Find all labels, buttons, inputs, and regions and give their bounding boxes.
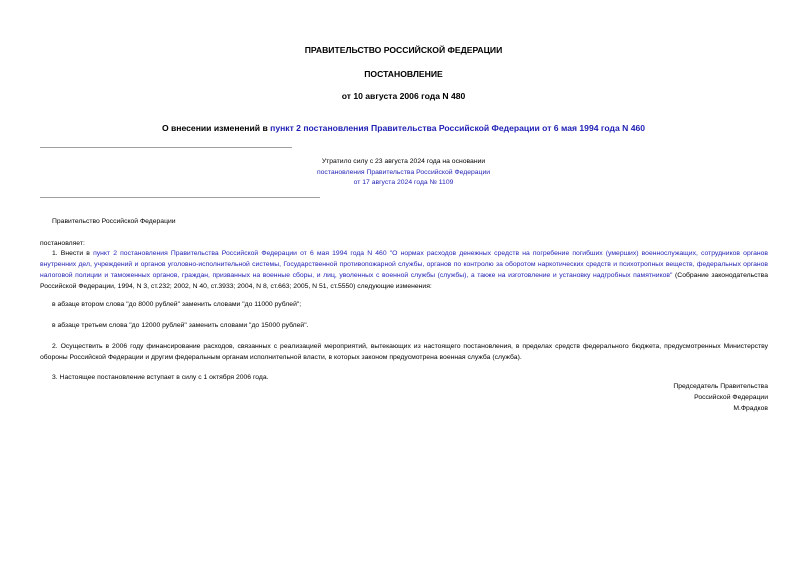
paragraph-1 <box>40 248 768 292</box>
title-prefix: О внесении изменений в <box>161 123 271 133</box>
title-link[interactable]: пункт 2 постановления Правительства Российской Федерации от 6 мая 1994 года N 460 <box>270 123 646 133</box>
signature-line-3: М.Фрадков <box>733 405 768 412</box>
document-type: ПОСТАНОВЛЕНИЕ <box>364 69 443 79</box>
paragraph-1b: в абзаце третьем слова "до 12000 рублей" заменить словами "до 15000 рублей". <box>52 322 309 329</box>
bottom-divider <box>40 197 320 198</box>
status-line-1: Утратило силу с 23 августа 2024 года на основании <box>321 158 486 165</box>
p1-link[interactable]: пункт 2 постановления Правительства Российской Федерации от 6 мая 1994 года N 460 "О нормах расходов денежных средств на погребение погибших (умерших) военнослужащих, сотрудников органов внутренних дел, учреждений и органов уголовно-исполнительной системы, Государственной противопожарной службы, органов по контролю за оборотом наркотических средств и психотропных веществ, федеральных органов налоговой полиции и таможенных органов, граждан, призванных на военные сборы, и лиц, уволенных с военной службы (службы), а также на изготовление и установку надгробных памятников" <box>40 250 768 279</box>
document-date-number: от 10 августа 2006 года N 480 <box>341 91 466 101</box>
signature-block <box>673 381 768 414</box>
government-text: Правительство Российской Федерации <box>52 218 176 225</box>
p1-prefix: 1. Внести в <box>52 250 94 257</box>
status-link-1[interactable]: постановления Правительства Российской Федерации <box>316 168 491 176</box>
decrees-text: постановляет: <box>40 240 85 247</box>
signature-line-1: Председатель Правительства <box>673 383 768 390</box>
signature-line-2: Российской Федерации <box>694 394 768 401</box>
top-divider <box>40 147 292 148</box>
paragraph-1a: в абзаце втором слова "до 8000 рублей" заменить словами "до 11000 рублей"; <box>52 301 302 308</box>
p1-suffix: (Собрание законодательства Российской Федерации, 1994, N 3, ст.232; 2002, N 40, ст.3933; 2004, N 8, ст.663; 2005, N 51, ст.5550) следующие изменения: <box>40 272 768 290</box>
government-heading: ПРАВИТЕЛЬСТВО РОССИЙСКОЙ ФЕДЕРАЦИИ <box>304 45 503 55</box>
status-link-2[interactable]: от 17 августа 2024 года № 1109 <box>353 179 454 186</box>
document-title <box>0 123 807 133</box>
status-note <box>0 157 807 189</box>
paragraph-2: 2. Осуществить в 2006 году финансирование расходов, связанных с реализацией мероприятий, вытекающих из настоящего постановления, в пределах средств федерального бюджета, предусмотренных Министерству обороны Российской Федерации и другим федеральным органам исполнительной власти, в которых законом предусмотрена военная служба (служба). <box>40 343 768 361</box>
paragraph-3: 3. Настоящее постановление вступает в силу с 1 октября 2006 года. <box>52 374 269 381</box>
